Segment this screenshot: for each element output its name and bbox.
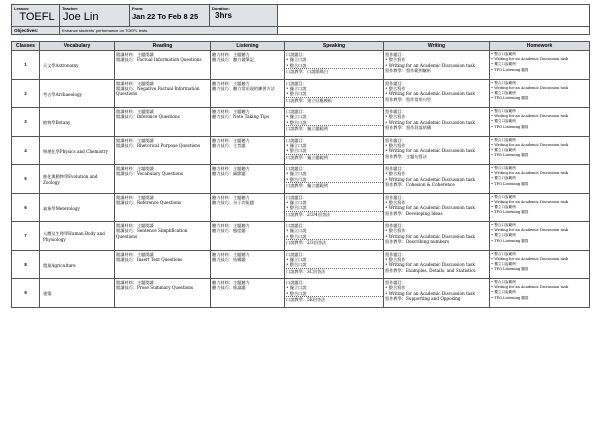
- duration-value: 3hrs: [215, 11, 232, 20]
- listening-line: 聽力技巧：聽力做筆記: [212, 57, 254, 63]
- speaking-line: 口說教學：獨立題範例: [286, 154, 383, 160]
- class-number: 5: [12, 165, 40, 194]
- writing-line: 寫作教學：Supporting and Opposing: [385, 296, 461, 302]
- speaking-line: • 獨立口說: [286, 171, 307, 177]
- reading-line: 閱讀材料：主題閱讀: [116, 52, 154, 57]
- lesson-name: TOEFL: [19, 11, 55, 23]
- schedule-table: [11, 41, 590, 308]
- listening-line: 聽力材料：主題聽力: [212, 109, 250, 114]
- homework-cell: [490, 222, 590, 251]
- listening-line: 聽力材料：主題聽力: [212, 137, 250, 143]
- listening-line: 聽力材料：主題聽力: [212, 280, 250, 285]
- reading-line: 閱讀材料：主題閱讀: [116, 166, 154, 171]
- homework-line: • 獨立口說範例: [491, 90, 516, 95]
- lesson-cell: [12, 5, 60, 27]
- homework-line: • Writing for an Academic Discussion task: [491, 199, 569, 204]
- header-blank-cell: [278, 5, 590, 27]
- speaking-line: • 整合口說: [286, 205, 307, 211]
- reading-line: 閱讀技巧：Vocabulary Questions: [116, 171, 183, 177]
- duration-label: Duration:: [212, 6, 230, 11]
- writing-cell: [384, 250, 490, 279]
- listening-line: 聽力技巧：聽力常出現的練習方法: [212, 85, 275, 91]
- speaking-line: 口說教學：獨立題範例: [286, 125, 383, 131]
- writing-line: • Writing for an Academic Discussion task: [385, 290, 475, 296]
- homework-line: • TPO Listening 聽寫: [491, 267, 529, 272]
- homework-line: • 整合口說範例: [491, 80, 516, 85]
- writing-line: • Writing for an Academic Discussion task: [385, 62, 475, 68]
- writing-line: 寫作教學：Cohesion & Coherence: [385, 182, 455, 188]
- speaking-line: • 整合口說: [286, 91, 307, 97]
- listening-cell: [211, 279, 285, 308]
- speaking-line: 口說題目：: [286, 223, 307, 228]
- table-row: [12, 250, 590, 279]
- vocabulary-topic: 物理化學Physics and Chemistry: [40, 136, 115, 165]
- speaking-line: 口說教學：口說開場白: [286, 68, 383, 74]
- writing-line: 寫作題目：: [385, 166, 406, 171]
- homework-cell: [490, 108, 590, 137]
- from-cell: [130, 5, 210, 27]
- writing-line: • Writing for an Academic Discussion task: [385, 91, 475, 97]
- homework-line: • 獨立口說範例: [491, 204, 516, 209]
- objectives-blank-cell: [278, 27, 590, 35]
- reading-line: 閱讀技巧：Factual Information Questions: [116, 57, 202, 63]
- writing-cell: [384, 222, 490, 251]
- table-row: [12, 165, 590, 194]
- reading-line: 閱讀技巧：Inference Questions: [116, 114, 180, 120]
- writing-line: • 整合寫作: [385, 256, 406, 262]
- reading-cell: [115, 250, 211, 279]
- homework-line: • TPO Listening 聽寫: [491, 295, 529, 300]
- writing-line: • Writing for an Academic Discussion task: [385, 119, 475, 125]
- reading-line: Questions: [116, 91, 138, 97]
- homework-line: • Writing for an Academic Discussion task: [491, 256, 569, 261]
- writing-line: • Writing for an Academic Discussion task: [385, 233, 475, 239]
- reading-line: 閱讀技巧：Negative Factual Information: [116, 85, 200, 91]
- homework-cell: [490, 279, 590, 308]
- homework-line: • 整合口說範例: [491, 109, 516, 113]
- vocabulary-topic: 農業Agriculture: [40, 250, 115, 279]
- table-row: [12, 279, 590, 308]
- speaking-line: • 獨立口說: [286, 285, 307, 291]
- reading-cell: [115, 165, 211, 194]
- reading-cell: [115, 222, 211, 251]
- listening-cell: [211, 222, 285, 251]
- homework-cell: [490, 136, 590, 165]
- reading-line: 閱讀技巧：Reference Questions: [116, 199, 182, 205]
- speaking-cell: [285, 222, 384, 251]
- speaking-line: 口說教學：2/3回答法: [286, 239, 383, 245]
- speaking-cell: [285, 136, 384, 165]
- duration-cell: [210, 5, 278, 27]
- homework-line: • 整合口說範例: [491, 166, 516, 170]
- table-row: [12, 108, 590, 137]
- speaking-line: • 獨立口說: [286, 85, 307, 91]
- writing-line: • Writing for an Academic Discussion task: [385, 262, 475, 268]
- col-listening: Listening: [211, 42, 285, 51]
- speaking-line: • 獨立口說: [286, 57, 307, 63]
- objectives-label: Objectives:: [14, 28, 39, 33]
- col-writing: Writing: [384, 42, 490, 51]
- schedule-body: [12, 51, 590, 308]
- homework-line: • 獨立口說範例: [491, 147, 516, 152]
- speaking-line: • 獨立口說: [286, 142, 307, 148]
- class-number: 7: [12, 222, 40, 251]
- speaking-line: 口說題目：: [286, 52, 307, 57]
- objectives-text-cell: [60, 27, 278, 35]
- listening-line: 聽力技巧：主旨題: [212, 142, 246, 148]
- writing-cell: [384, 165, 490, 194]
- writing-cell: [384, 108, 490, 137]
- speaking-line: • 整合口說: [286, 119, 307, 125]
- table-row: [12, 51, 590, 80]
- speaking-line: 口說教學：2/3/4回答法: [286, 211, 383, 217]
- lesson-plan-sheet: [11, 4, 589, 308]
- listening-line: 聽力材料：主題聽力: [212, 52, 250, 57]
- homework-line: • 獨立口說範例: [491, 119, 516, 124]
- class-number: 6: [12, 193, 40, 222]
- writing-line: 寫作題目：: [385, 52, 406, 57]
- listening-cell: [211, 51, 285, 80]
- writing-line: 寫作教學：Describing numbers: [385, 239, 450, 245]
- homework-line: • Writing for an Academic Discussion task: [491, 57, 569, 62]
- homework-cell: [490, 165, 590, 194]
- writing-line: • 整合寫作: [385, 285, 406, 291]
- writing-line: • Writing for an Academic Discussion task: [385, 176, 475, 182]
- writing-line: • 整合寫作: [385, 171, 406, 177]
- class-number: 9: [12, 279, 40, 308]
- homework-line: • 獨立口說範例: [491, 290, 516, 295]
- homework-line: • Writing for an Academic Discussion task: [491, 85, 569, 90]
- reading-line: Questions: [116, 233, 138, 239]
- homework-line: • Writing for an Academic Discussion task: [491, 285, 569, 290]
- speaking-line: 口說題目：: [286, 80, 307, 86]
- reading-cell: [115, 51, 211, 80]
- listening-line: 聽力技巧：結構題: [212, 256, 246, 262]
- homework-line: • 整合口說範例: [491, 251, 516, 256]
- listening-cell: [211, 193, 285, 222]
- reading-line: 閱讀技巧：Sentence Simplification: [116, 228, 188, 234]
- reading-line: 閱讀材料：主題閱讀: [116, 80, 154, 86]
- homework-line: • 整合口說範例: [491, 137, 516, 142]
- teacher-name: Joe Lin: [63, 11, 99, 23]
- listening-line: 聽力技巧：推論題: [212, 285, 246, 291]
- writing-cell: [384, 79, 490, 108]
- vocabulary-topic: 植物學Botany: [40, 108, 115, 137]
- speaking-cell: [285, 51, 384, 80]
- speaking-line: 口說題目：: [286, 109, 307, 114]
- listening-line: 聽力技巧：句子功能題: [212, 199, 254, 205]
- speaking-line: 口說教學：獨立題範例: [286, 182, 383, 188]
- class-number: 2: [12, 79, 40, 108]
- homework-line: • 獨立口說範例: [491, 176, 516, 181]
- writing-line: 寫作題目：: [385, 280, 406, 285]
- writing-line: 寫作教學：主題句寫法: [385, 153, 427, 159]
- reading-cell: [115, 193, 211, 222]
- homework-line: • TPO Listening 聽寫: [491, 210, 529, 215]
- objectives-label-cell: [12, 27, 60, 35]
- from-label: From:: [132, 6, 144, 11]
- homework-line: • Writing for an Academic Discussion task: [491, 171, 569, 176]
- listening-cell: [211, 250, 285, 279]
- listening-line: 聽力材料：主題聽力: [212, 194, 250, 200]
- class-number: 4: [12, 136, 40, 165]
- writing-line: 寫作教學：Examples, Details, and Statistics: [385, 267, 476, 273]
- reading-line: 閱讀材料：主題閱讀: [116, 280, 154, 285]
- teacher-cell: [60, 5, 130, 27]
- writing-line: • 整合寫作: [385, 142, 406, 148]
- homework-line: • TPO Listening 聽寫: [491, 124, 529, 129]
- homework-line: • Writing for an Academic Discussion task: [491, 142, 569, 147]
- col-homework: Homework: [490, 42, 590, 51]
- writing-line: 寫作教學：寫作段落結構: [385, 125, 432, 131]
- speaking-line: 口說教學：建立回應模板: [286, 97, 383, 103]
- teacher-label: Teacher:: [62, 6, 79, 11]
- col-reading: Reading: [115, 42, 211, 51]
- speaking-line: • 整合口說: [286, 62, 307, 68]
- reading-cell: [115, 136, 211, 165]
- homework-line: • TPO Listening 聽寫: [491, 153, 529, 158]
- speaking-line: 口說題目：: [286, 194, 307, 200]
- table-row: [12, 79, 590, 108]
- class-number: 8: [12, 250, 40, 279]
- speaking-line: • 獨立口說: [286, 114, 307, 120]
- writing-line: • 整合寫作: [385, 199, 406, 205]
- table-row: [12, 136, 590, 165]
- homework-line: • 獨立口說範例: [491, 233, 516, 238]
- reading-cell: [115, 108, 211, 137]
- reading-line: 閱讀材料：主題閱讀: [116, 194, 154, 200]
- writing-line: 寫作題目：: [385, 109, 406, 114]
- vocabulary-topic: 天文學Astronomy: [40, 51, 115, 80]
- listening-line: 聽力材料：主題聽力: [212, 166, 250, 171]
- col-vocabulary: Vocabulary: [40, 42, 115, 51]
- homework-line: • 獨立口說範例: [491, 62, 516, 67]
- writing-line: 寫作題目：: [385, 194, 406, 200]
- speaking-line: 口說教學：3C回答法: [286, 268, 383, 274]
- writing-line: 寫作教學：寫作常用句型: [385, 96, 432, 102]
- objectives-text: Enhance students' performance on TOEFL tests.: [62, 28, 149, 33]
- reading-cell: [115, 79, 211, 108]
- speaking-line: 口說題目：: [286, 137, 307, 143]
- speaking-line: 口說教學：5E回答法: [286, 296, 383, 302]
- speaking-cell: [285, 108, 384, 137]
- homework-line: • 整合口說範例: [491, 194, 516, 199]
- speaking-cell: [285, 193, 384, 222]
- speaking-cell: [285, 79, 384, 108]
- speaking-line: • 整合口說: [286, 176, 307, 182]
- writing-line: • Writing for an Academic Discussion task: [385, 205, 475, 211]
- writing-cell: [384, 279, 490, 308]
- homework-line: • 獨立口說範例: [491, 261, 516, 266]
- writing-line: • 整合寫作: [385, 57, 406, 63]
- writing-cell: [384, 193, 490, 222]
- writing-line: 寫作教學：寫作範例解析: [385, 68, 432, 74]
- writing-line: • 整合寫作: [385, 228, 406, 234]
- schedule-header-row: [12, 42, 590, 51]
- writing-line: 寫作題目：: [385, 251, 406, 257]
- listening-line: 聽力技巧：細節題: [212, 171, 246, 177]
- vocabulary-topic: 氣象學Meterology: [40, 193, 115, 222]
- homework-line: • Writing for an Academic Discussion task: [491, 228, 569, 233]
- speaking-line: • 獨立口說: [286, 256, 307, 262]
- reading-line: 閱讀材料：主題閱讀: [116, 223, 154, 228]
- speaking-line: • 整合口說: [286, 290, 307, 296]
- homework-line: • Writing for an Academic Discussion task: [491, 114, 569, 119]
- table-row: [12, 222, 590, 251]
- reading-line: 閱讀材料：主題閱讀: [116, 109, 154, 114]
- listening-line: 聽力材料：主題聽力: [212, 223, 250, 228]
- table-row: [12, 193, 590, 222]
- date-range: Jan 22 To Feb 8 25: [132, 12, 199, 21]
- class-number: 1: [12, 51, 40, 80]
- speaking-line: • 整合口說: [286, 262, 307, 268]
- vocabulary-topic: 考古學Archaeology: [40, 79, 115, 108]
- writing-line: 寫作題目：: [385, 80, 406, 86]
- homework-cell: [490, 193, 590, 222]
- col-speaking: Speaking: [285, 42, 384, 51]
- listening-line: 聽力技巧：Note Taking Tips: [212, 114, 270, 120]
- speaking-line: • 獨立口說: [286, 228, 307, 234]
- reading-cell: [115, 279, 211, 308]
- listening-cell: [211, 165, 285, 194]
- speaking-line: • 獨立口說: [286, 199, 307, 205]
- reading-line: 閱讀材料：主題閱讀: [116, 251, 154, 257]
- homework-cell: [490, 79, 590, 108]
- listening-cell: [211, 108, 285, 137]
- writing-cell: [384, 136, 490, 165]
- speaking-cell: [285, 250, 384, 279]
- speaking-line: • 整合口說: [286, 233, 307, 239]
- speaking-cell: [285, 165, 384, 194]
- vocabulary-topic: 進化與動物學Evolution and Zoology: [40, 165, 115, 194]
- homework-line: • 整合口說範例: [491, 280, 516, 284]
- writing-line: 寫作題目：: [385, 223, 406, 228]
- listening-cell: [211, 136, 285, 165]
- listening-line: 聽力技巧：態度題: [212, 228, 246, 234]
- homework-cell: [490, 51, 590, 80]
- homework-line: • 整合口說範例: [491, 223, 516, 227]
- speaking-cell: [285, 279, 384, 308]
- col-classes: Classes: [12, 42, 40, 51]
- reading-line: 閱讀材料：主題閱讀: [116, 137, 154, 143]
- speaking-line: 口說題目：: [286, 251, 307, 257]
- speaking-line: • 整合口說: [286, 148, 307, 154]
- class-number: 3: [12, 108, 40, 137]
- listening-line: 聽力材料：主題聽力: [212, 80, 250, 86]
- homework-line: • TPO Listening 聽寫: [491, 96, 529, 101]
- homework-cell: [490, 250, 590, 279]
- vocabulary-topic: 人體及生理學Human Body and Physiology: [40, 222, 115, 251]
- writing-line: 寫作教學：Developing Ideas: [385, 210, 443, 216]
- homework-line: • TPO Listening 聽寫: [491, 238, 529, 243]
- homework-line: • 整合口說範例: [491, 52, 516, 56]
- listening-line: 聽力材料：主題聽力: [212, 251, 250, 257]
- reading-line: 閱讀技巧：Rhetorical Purpose Questions: [116, 142, 201, 148]
- speaking-line: 口說題目：: [286, 280, 307, 285]
- writing-line: • 整合寫作: [385, 114, 406, 120]
- speaking-line: 口說題目：: [286, 166, 307, 171]
- writing-line: • Writing for an Academic Discussion task: [385, 148, 475, 154]
- homework-line: • TPO Listening 聽寫: [491, 181, 529, 186]
- homework-line: • TPO Listening 聽寫: [491, 67, 529, 72]
- reading-line: 閱讀技巧：Prose Summary Questions: [116, 285, 194, 291]
- lesson-label: Lesson:: [14, 6, 30, 11]
- lesson-header: [11, 4, 590, 35]
- writing-cell: [384, 51, 490, 80]
- listening-cell: [211, 79, 285, 108]
- vocabulary-topic: 建築: [40, 279, 115, 308]
- reading-line: 閱讀技巧：Insert Text Questions: [116, 256, 183, 262]
- writing-line: 寫作題目：: [385, 137, 406, 143]
- writing-line: • 整合寫作: [385, 85, 406, 91]
